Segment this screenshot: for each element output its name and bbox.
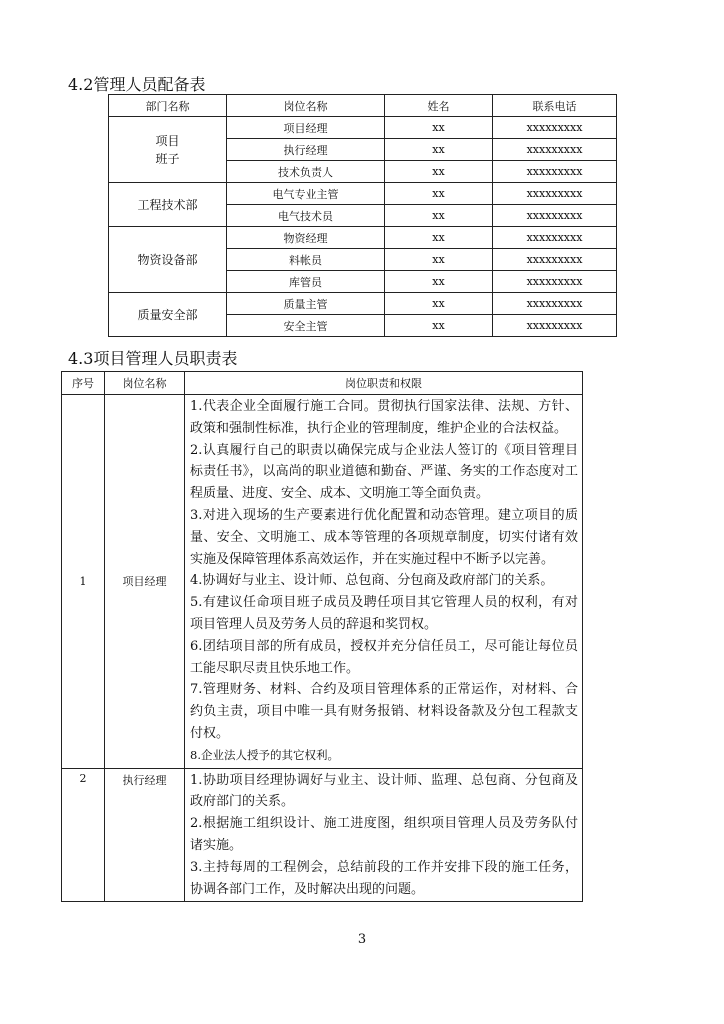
duties-cell <box>185 768 583 902</box>
column-header-name: 姓名 <box>385 95 493 117</box>
name-cell: xx <box>385 227 493 249</box>
position-cell: 项目经理 <box>227 117 385 139</box>
duty-item: 5.有建议任命项目班子成员及聘任项目其它管理人员的权利，有对项目管理人员及劳务人员的辞退和奖罚权。 <box>190 595 578 632</box>
section-4-3-title: 4.3项目管理人员职责表 <box>68 349 238 368</box>
position-cell: 质量主管 <box>227 293 385 315</box>
duty-item: 8.企业法人授予的其它权利。 <box>190 747 339 762</box>
name-cell: xx <box>385 139 493 161</box>
position-cell: 料帐员 <box>227 249 385 271</box>
name-cell: xx <box>385 161 493 183</box>
table-row <box>62 395 583 769</box>
name-cell: xx <box>385 293 493 315</box>
duty-item: 2.根据施工组织设计、施工进度图，组织项目管理人员及劳务队付诸实施。 <box>190 816 578 853</box>
table-row <box>62 768 583 902</box>
table-row <box>109 293 617 315</box>
phone-cell: xxxxxxxxx <box>493 183 617 205</box>
phone-cell: xxxxxxxxx <box>493 139 617 161</box>
duty-item: 2.认真履行自己的职责以确保完成与企业法人签订的《项目管理目标责任书》，以高尚的职业道德和勤奋、严谨、务实的工作态度对工程质量、进度、安全、成本、文明施工等全面负责。 <box>190 442 578 502</box>
phone-cell: xxxxxxxxx <box>493 227 617 249</box>
section-4-2-title: 4.2管理人员配备表 <box>68 75 206 94</box>
department-name-line: 项目 <box>155 133 180 148</box>
duty-item: 4.协调好与业主、设计师、总包商、分包商及政府部门的关系。 <box>190 573 554 589</box>
phone-cell: xxxxxxxxx <box>493 117 617 139</box>
department-name-line: 班子 <box>155 151 180 166</box>
position-cell: 执行经理 <box>227 139 385 161</box>
table-row <box>109 183 617 205</box>
department-cell: 质量安全部 <box>109 293 227 337</box>
duty-item: 6.团结项目部的所有成员，授权并充分信任员工，尽可能让每位员工能尽职尽责且快乐地工作。 <box>190 638 578 676</box>
phone-cell: xxxxxxxxx <box>493 271 617 293</box>
duties-cell <box>185 395 583 769</box>
name-cell: xx <box>385 183 493 205</box>
table-header-row <box>62 372 583 395</box>
duty-item: 1.协助项目经理协调好与业主、设计师、监理、总包商、分包商及政府部门的关系。 <box>190 772 578 810</box>
name-cell: xx <box>385 205 493 227</box>
number-cell: 2 <box>62 768 105 902</box>
position-cell: 电气专业主管 <box>227 183 385 205</box>
position-cell: 库管员 <box>227 271 385 293</box>
column-header-department: 部门名称 <box>109 95 227 117</box>
name-cell: xx <box>385 271 493 293</box>
table-row <box>109 117 617 139</box>
column-header-position: 岗位名称 <box>227 95 385 117</box>
phone-cell: xxxxxxxxx <box>493 161 617 183</box>
column-header-position: 岗位名称 <box>105 372 185 395</box>
position-cell: 项目经理 <box>105 395 185 769</box>
department-cell <box>109 117 227 183</box>
column-header-phone: 联系电话 <box>493 95 617 117</box>
number-cell: 1 <box>62 395 105 769</box>
column-header-duties: 岗位职责和权限 <box>185 372 583 395</box>
staff-allocation-table <box>108 94 617 337</box>
name-cell: xx <box>385 315 493 337</box>
duty-item: 1.代表企业全面履行施工合同。贯彻执行国家法律、法规、方针、政策和强制性标准，执行企业的管理制度，维护企业的合法权益。 <box>190 399 578 436</box>
position-cell: 物资经理 <box>227 227 385 249</box>
name-cell: xx <box>385 117 493 139</box>
position-cell: 执行经理 <box>105 768 185 902</box>
position-cell: 技术负责人 <box>227 161 385 183</box>
phone-cell: xxxxxxxxx <box>493 249 617 271</box>
page-number: 3 <box>357 932 367 947</box>
duty-item: 3.对进入现场的生产要素进行优化配置和动态管理。建立项目的质量、安全、文明施工、成本等管理的各项规章制度，切实付诸有效实施及保障管理体系高效运作，并在实施过程中不断予以完善。 <box>190 507 578 567</box>
position-cell: 电气技术员 <box>227 205 385 227</box>
table-header-row <box>109 95 617 117</box>
department-cell: 工程技术部 <box>109 183 227 227</box>
position-cell: 安全主管 <box>227 315 385 337</box>
duties-table <box>61 371 583 902</box>
duty-item: 3.主持每周的工程例会，总结前段的工作并安排下段的施工任务，协调各部门工作，及时解决出现的问题。 <box>190 859 578 897</box>
phone-cell: xxxxxxxxx <box>493 315 617 337</box>
table-row <box>109 227 617 249</box>
duty-item: 7.管理财务、材料、合约及项目管理体系的正常运作，对材料、合约负主责，项目中唯一具有财务报销、材料设备款及分包工程款支付权。 <box>190 682 578 741</box>
department-cell: 物资设备部 <box>109 227 227 293</box>
phone-cell: xxxxxxxxx <box>493 293 617 315</box>
column-header-number: 序号 <box>62 372 105 395</box>
name-cell: xx <box>385 249 493 271</box>
phone-cell: xxxxxxxxx <box>493 205 617 227</box>
